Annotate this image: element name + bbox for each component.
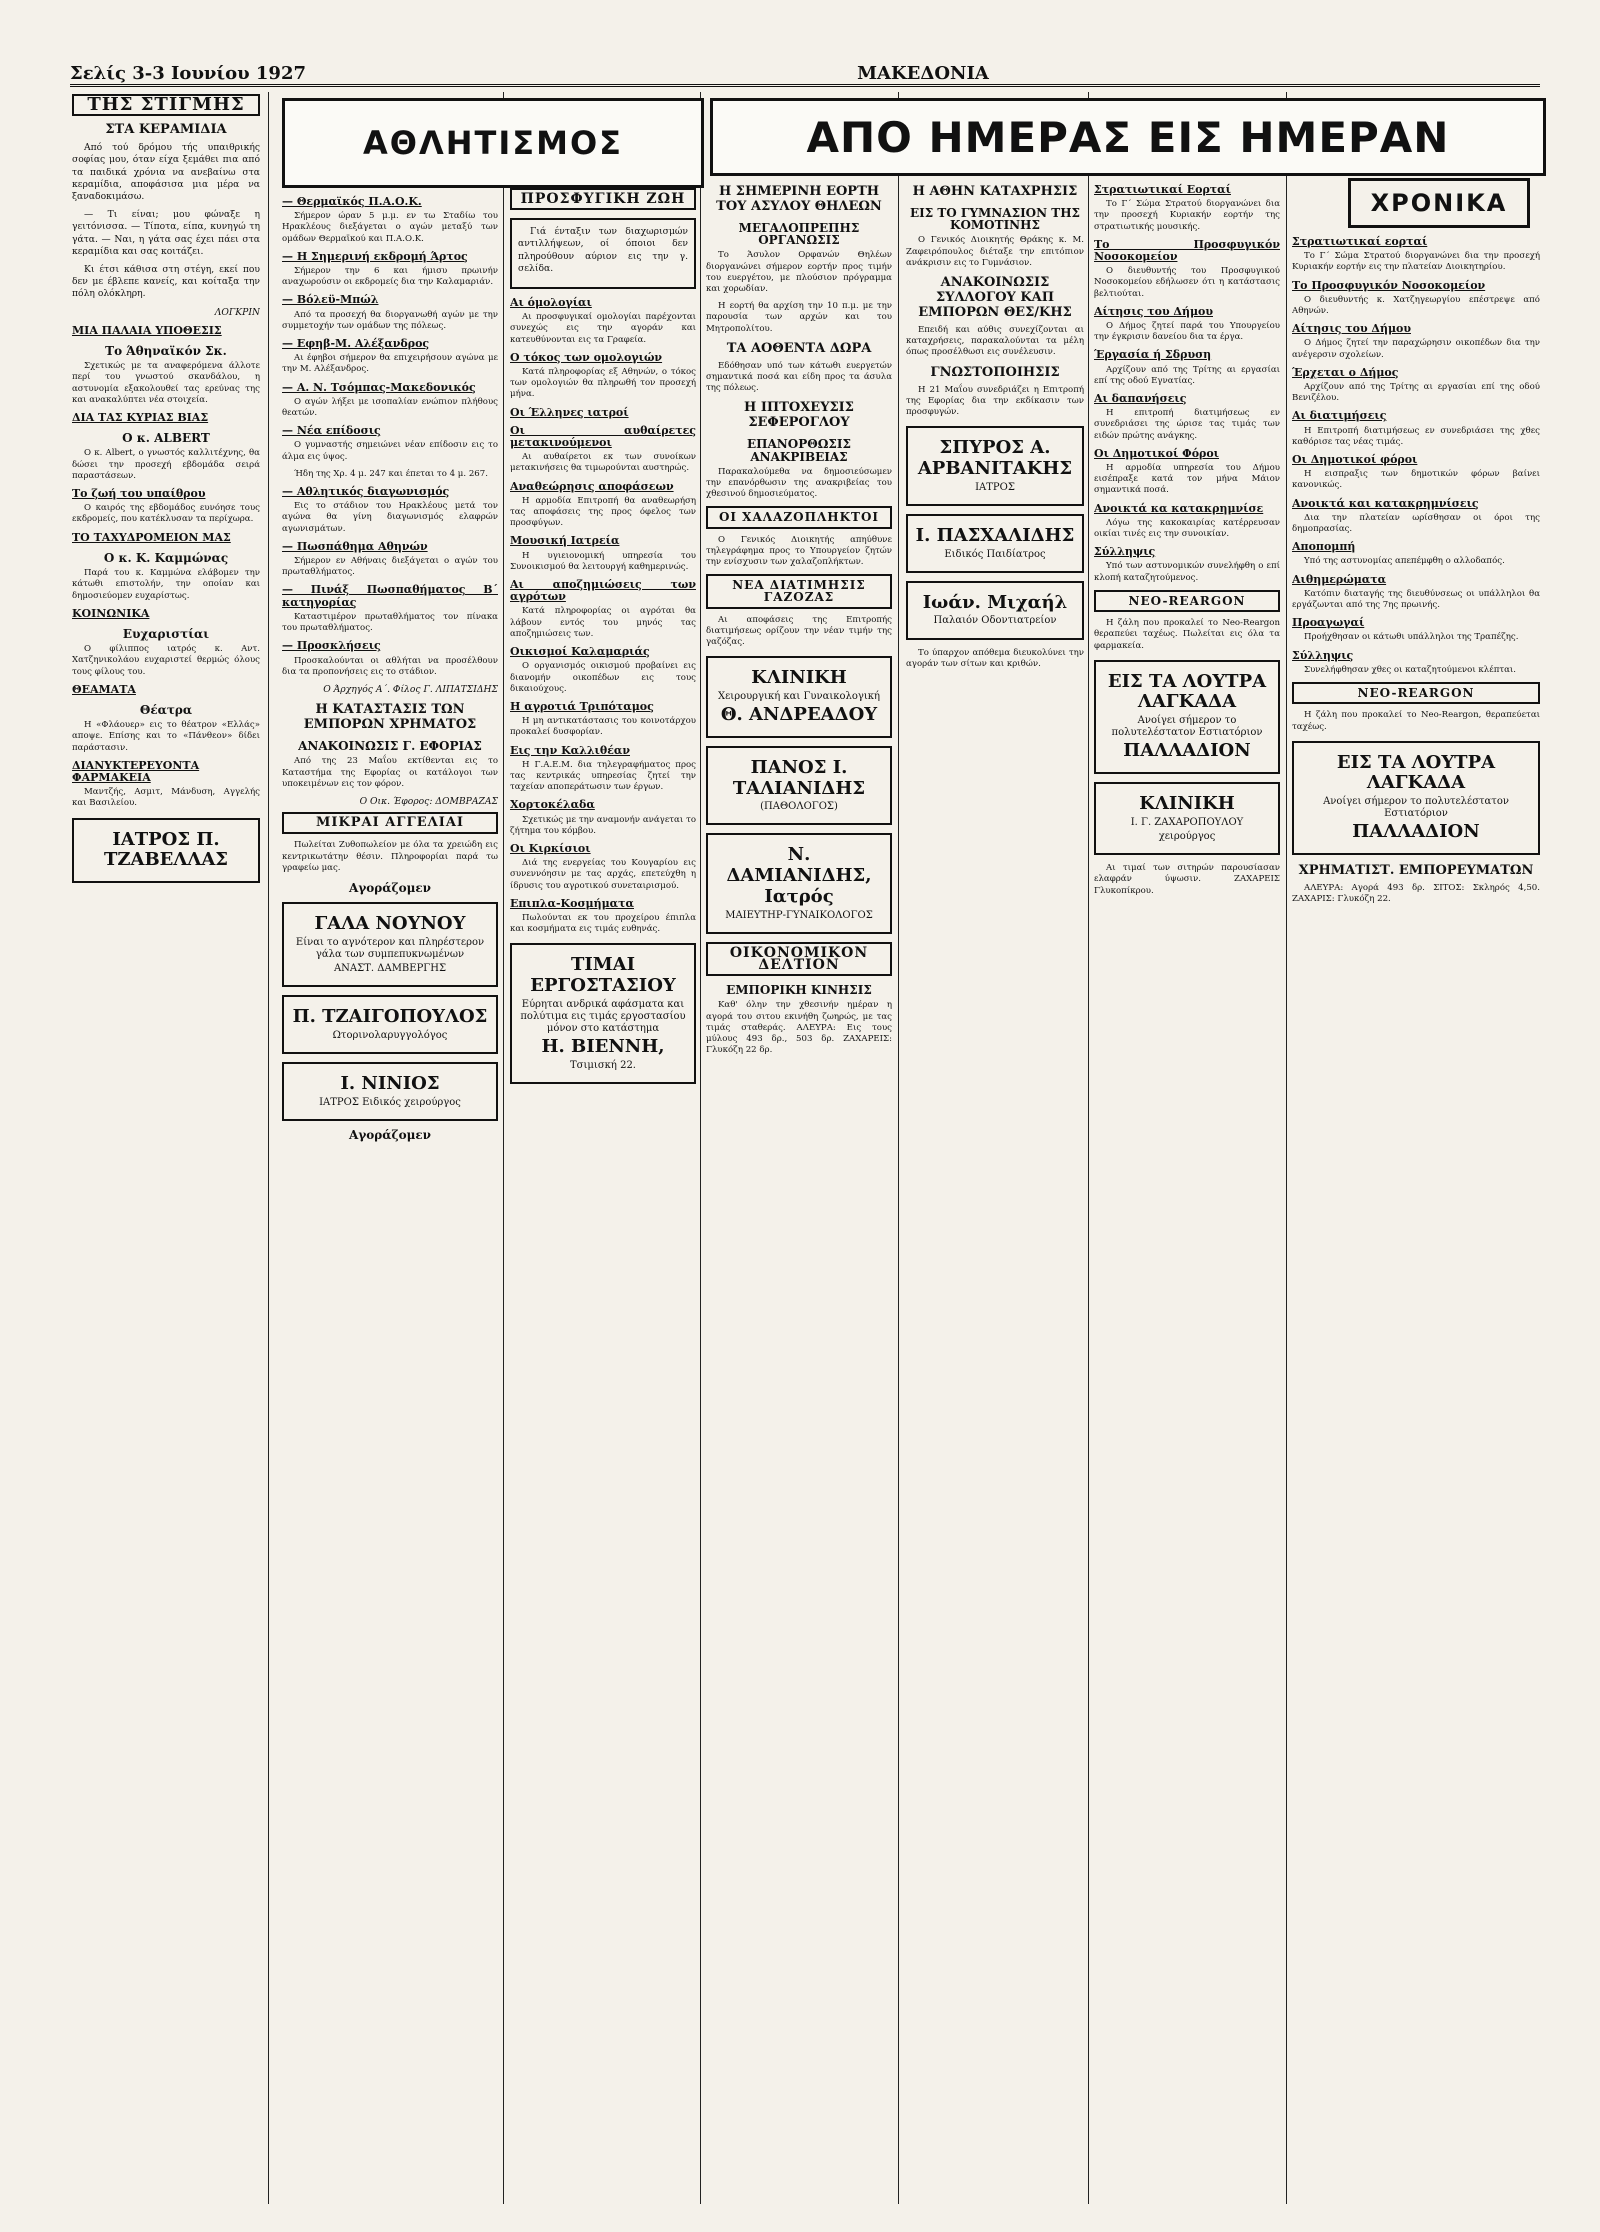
sports-heading-2: — Η Σημερινή εκδρομή Άρτος [282, 249, 468, 263]
col7-heading-8: Αποπομπή [1292, 540, 1356, 554]
refugee-paragraph-2: Κατά πληροφορίας εξ Αθηνών, ο τόκος των ομολογιών θα πληρωθή τον προσεχή μήνα. [510, 367, 696, 400]
col7-heading-10: Προαγωγαί [1292, 616, 1365, 630]
col6-paragraph-8: Υπό των αστυνομικών συνελήφθη ο επί κλοπή καταζητούμενος. [1094, 561, 1280, 583]
sports-paragraph-2: Σήμερον την 6 και ήμισυ πρωινήν αναχωρούσιν οι εκδρομείς δια την Καλαμαριάν. [282, 266, 498, 288]
asylum-subtitle: ΜΕΓΑΛΟΠΡΕΠΗΣ ΟΡΓΑΝΩΣΙΣ [738, 221, 860, 248]
col6-heading-3: Αίτησις του Δήμου [1094, 304, 1213, 318]
col7-baths-title: ΕΙΣ ΤΑ ΛΟΥΤΡΑ ΛΑΓΚΑΔΑ [1336, 751, 1496, 794]
sports-paragraph-5: Ο αγών λήξει με ισοπαλίαν ενώπιον πλήθους θεατών. [282, 396, 498, 419]
col7-paragraph-10: Προήχθησαν οι κάτωθι υπάλληλοι της Τραπέζης. [1304, 632, 1519, 643]
athens-abuse-subtitle: ΕΙΣ ΤΟ ΓΥΜΝΑΣΙΟΝ ΤΗΣ ΚΟΜΟΤΙΝΗΣ [909, 206, 1081, 233]
refugee-quote-frame [510, 218, 696, 289]
zacharopoulos-specialty: χειρούργος [1158, 831, 1216, 843]
col7-heading-3: Αίτησις του Δήμου [1292, 322, 1411, 336]
obstetrician-specialty: ΜΑΙΕΥΤΗΡ-ΓΥΝΑΙΚΟΛΟΓΟΣ [725, 909, 873, 921]
sports-paragraph-7: Ήδη της Χρ. 4 μ. 247 και έπεται το 4 μ. 267. [294, 468, 488, 479]
column-rule-2 [503, 92, 504, 2204]
asylum-paragraph-1: Το Άσυλον Ορφανών Θηλέων διοργανώνει σήμερον εορτήν προς τιμήν του ευεργέτου, με πλούσιον πρόγραμμα και χορωδίαν. [706, 250, 892, 295]
column-1-paragraph-2: — Τι είναι; μου φώναξε η γειτόνισσα. — Τίποτα, είπα, κυνηγώ τη γάτα. — Ναι, η γάτα σας έχει πάει στα κεραμίδια και σας κοιτάζει. [72, 209, 260, 257]
col7-paragraph-5: Η Επιτροπή διατιμήσεως εν συνεδριάσει της χθες καθόρισε τας νέας τιμάς. [1292, 425, 1540, 447]
subheading-athens: Το Άθηναϊκόν Σκ. [105, 344, 227, 359]
commodity-exchange-paragraph: ΑΛΕΥΡΑ: Αγορά 493 δρ. ΣΙΤΟΣ: Σκληρός 4,50. ΖΑΧΑΡΙΣ: Γλυκόζη 22. [1292, 883, 1540, 905]
milk-ad-subtitle: Είναι το αγνότερον και πληρέστερον γάλα των συμπεπυκνωμένων [295, 936, 485, 961]
refugee-heading-11: Χορτοκέλαδα [510, 798, 595, 812]
pathologist-specialty: (ΠΑΘΟΛΟΓΟΣ) [760, 801, 838, 813]
column-1-paragraph-3: Κι έτσι κάθισα στη στέγη, εκεί που δεν με έβλεπε κανείς, και κοίταξα την πόλη ολόκληρη. [72, 264, 260, 300]
col7-paragraph-1: Το Γ΄ Σώμα Στρατού διοργανώνει δια την προσεχή Κυριακήν εορτήν εις την πλατείαν Διοικητηρίου. [1292, 251, 1540, 273]
column-1-paragraph-5: Ο κ. Albert, ο γνωστός καλλιτέχνης, θα δώσει την προσεχή εβδομάδα σειρά παραστάσεων. [72, 448, 260, 481]
column-1-paragraph-10: Μαντζής, Ασμιτ, Μάνδυση, Αγγελής και Βασιλείου. [72, 787, 260, 809]
col7-heading-7: Ανοικτά και κατακρημνίσεις [1292, 496, 1479, 510]
refugee-heading-9: Η αγροτιά Τριπόταμος [510, 699, 654, 713]
zacharopoulos-name: Ι. Γ. ΖΑΧΑΡΟΠΟΥΛΟΥ [1130, 816, 1244, 828]
col6-heading-1: Στρατιωτικαί Εορταί [1094, 183, 1231, 196]
col7-heading-11: Σύλληψις [1292, 648, 1354, 662]
athens-abuse-title: Η ΑΘΗΝ ΚΑΤΑΧΡΗΣΙΣ [912, 184, 1078, 199]
exchange-paragraph: Από της 23 Μαΐου εκτίθενται εις το Καταστήμα της Εφορίας οι κατάλογοι των υποκειμένων εις τον φόρον. [282, 756, 498, 789]
col6-paragraph-9: Η ζάλη που προκαλεί το Neo-Reargon θεραπεύει ταχέως. Πωλείται εις όλα τα φαρμακεία. [1094, 618, 1280, 651]
sports-heading-3: — Βόλεϋ-Μπώλ [282, 293, 379, 307]
refugee-heading-12: Οι Κιρκίσιοι [510, 841, 591, 855]
buy-heading: Αγοράζομεν [349, 880, 431, 895]
obstetrician-name: Ν. ΔΑΜΙΑΝΙΔΗΣ, Ιατρός [726, 844, 872, 907]
refugee-heading-13: Επιπλα-Κοσμήματα [510, 896, 634, 910]
col6-paragraph-6: Η αρμοδία υπηρεσία του Δήμου εισέπραξε κατά τον μήνα Μάιον σημαντικά ποσά. [1094, 463, 1280, 496]
refugee-heading-2: Ο τόκος των ομολογιών [510, 350, 663, 364]
col7-paragraph-4: Αρχίζουν από της Τρίτης αι εργασίαι επί της οδού Βενιζέλου. [1292, 382, 1540, 404]
subheading-kammonas: Ο κ. Κ. Καμμώνας [103, 550, 229, 565]
paschalidis-specialty: Ειδικός Παιδίατρος [944, 548, 1046, 560]
col6-paragraph-1: Το Γ΄ Σώμα Στρατού διοργανώνει δια την προσεχή Κυριακήν εορτήν της στρατιωτικής μουσικής. [1094, 199, 1280, 232]
column-2 [282, 190, 498, 2204]
sports-heading-4: — Εφηβ-Μ. Αλέξανδρος [282, 337, 430, 351]
col7-baths-ad [1292, 741, 1540, 855]
clinic-ad [706, 656, 892, 738]
milk-ad [282, 902, 498, 987]
column-1-paragraph-9: Η «Φλάουερ» εις το θέατρον «Ελλάς» αποψε. Επίσης και το «Πάνθεον» δίδει παράστασιν. [72, 720, 260, 753]
col7-heading-2: Το Προσφυγικόν Νοσοκομείον [1292, 278, 1486, 292]
small-ads-paragraph: Πωλείται Ζυθοπωλείον με όλα τα χρειώδη εις κεντρικωτάτην θέσιν. Πληροφορίαι παρά τω γραφείω μας. [282, 840, 498, 873]
col7-neo-box: NEO-REARGON [1292, 682, 1540, 704]
signature: ΛΟΓΚΡΙΝ [214, 306, 260, 318]
notice-title: ΓΝΩΣΤΟΠΟΙΗΣΙΣ [930, 364, 1060, 380]
paschalidis-name: Ι. ΠΑΣΧΑΛΙΔΗΣ [915, 524, 1075, 546]
moment-box: ΤΗΣ ΣΤΙΓΜΗΣ [72, 94, 260, 116]
col7-heading-1: Στρατιωτικαί εορταί [1292, 235, 1428, 248]
sports-heading-8: — Πωσπάθημα Αθηνών [282, 539, 428, 553]
sports-paragraph-4: Αι έφηβοι σήμερον θα επιχειρήσουν αγώνα με την Μ. Αλέξανδρος. [282, 353, 498, 375]
gifts-paragraph: Εδόθησαν υπό των κάτωθι ευεργετών σημαντικά ποσά και είδη προς τα άσυλα της πόλεως. [706, 360, 892, 394]
sports-heading-1: — Θερμαϊκός Π.Α.Ο.Κ. [282, 195, 422, 208]
ent-doctor-ad [282, 995, 498, 1054]
hail-paragraph: Ο Γενικός Διοικητής απηύθυνε τηλεγράφημα προς το Υπουργείον ζητών την ενίσχυσιν των χαλαζοπλήκτων. [706, 534, 892, 568]
doctor-ad-name: ΙΑΤΡΟΣ Π. ΤΖΑΒΕΛΛΑΣ [103, 828, 229, 871]
col7-paragraph-8: Υπό της αστυνομίας απεπέμφθη ο αλλοδαπός. [1304, 556, 1505, 567]
col6-paragraph-3: Ο Δήμος ζητεί παρά του Υπουργείου την έγκρισιν δανείου δια τα έργα. [1094, 321, 1280, 343]
sports-paragraph-6: Ο γυμναστής σημειώνει νέαν επίδοσιν εις το άλμα εις ύψος. [282, 440, 498, 462]
col7-paragraph-2: Ο διευθυντής κ. Χατζηγεωργίου επέστρεψε από Αθηνών. [1292, 294, 1540, 317]
clinic-ad-title: ΚΛΙΝΙΚΗ [751, 667, 847, 689]
zacharopoulos-clinic-ad [1094, 782, 1280, 855]
column-1 [72, 90, 260, 2204]
arvanitakis-name: ΣΠΥΡΟΣ Α. ΑΡΒΑΝΙΤΑΚΗΣ [917, 437, 1073, 479]
date-line: Σελίς 3-3 Ιουνίου 1927 [70, 63, 306, 84]
col7-heading-4: Έρχεται ο Δήμος [1292, 365, 1399, 379]
refugee-paragraph-7: Ο οργανισμός οικισμού προβαίνει εις διανομήν οικοπέδων εις τους δικαιούχους. [510, 661, 696, 694]
sports-banner: ΑΘΛΗΤΙΣΜΟΣ [282, 98, 704, 188]
exchange-title: Η ΚΑΤΑΣΤΑΣΙΣ ΤΩΝ ΕΜΠΟΡΩΝ ΧΡΗΜΑΤΟΣ [303, 702, 477, 733]
michail-name: Ιωάν. Μιχαήλ [922, 591, 1068, 613]
milk-ad-seller: ΑΝΑΣΤ. ΔΑΜΒΕΡΓΗΣ [333, 963, 447, 975]
col6-heading-6: Οι Δημοτικοί Φόροι [1094, 446, 1220, 460]
refugee-quote: Γιά ένταξιν των διαχωρισμών αντιλλήψεων, οί όποιοι δεν πληρούθουν αύριον εις την γ. σελίδα. [518, 226, 688, 274]
sports-paragraph-10: Καταστιμέρον πρωταθλήματος τον πίνακα του πρωταθλήματος. [282, 611, 498, 634]
commodity-exchange-title: ΧΡΗΜΑΤΙΣΤ. ΕΜΠΟΡΕΥΜΑΤΩΝ [1298, 863, 1534, 879]
notice-paragraph: Η 21 Μαΐου συνεδριάζει η Επιτροπή της Εφορίας δια την εκδίκασιν των προσφυγών. [906, 384, 1084, 418]
baths-ad-title: ΕΙΣ ΤΑ ΛΟΥΤΡΑ ΛΑΓΚΑΔΑ [1107, 670, 1267, 713]
refugee-heading-5: Αναθεώρησις αποφάσεων [510, 479, 674, 493]
merchant-union-title: ΑΝΑΚΟΙΝΩΣΙΣ ΣΥΛΛΟΓΟΥ ΚΑΠ ΕΜΠΟΡΩΝ ΘΕΣ/ΚΗΣ [918, 275, 1072, 321]
col6-paragraph-4: Αρχίζουν από της Τρίτης αι εργασίαι επί της οδού Εγνατίας. [1094, 364, 1280, 386]
column-rule-1 [268, 92, 269, 2204]
michail-specialty: Παλαιόν Οδοντιατρείον [933, 615, 1057, 627]
col7-paragraph-12: Η ζάλη που προκαλεί το Neo-Reargon, θεραπεύεται ταχέως. [1292, 710, 1540, 732]
column-1-title: ΣΤΑ ΚΕΡΑΜΙΔΙΑ [105, 122, 227, 138]
col6-paragraph-10: Αι τιμαί των σιτηρών παρουσίασαν ελαφράν ύψωσιν. ΖΑΧΑΡΕΙΣ Γλυκοπίκρου. [1094, 863, 1280, 896]
asylum-paragraph-2: Η εορτή θα αρχίση την 10 π.μ. με την παρουσία των αρχών και του Μητροπολίτου. [706, 301, 892, 334]
subheading-theatres: Θέατρα [139, 702, 193, 717]
refugee-paragraph-1: Αι προσφυγικαί ομολογίαι παρέχονται συνεχώς εις την αγοράν και κατευθύνονται εις τα Γραφεία. [510, 312, 696, 345]
heading-ladies: ΔΙΑ ΤΑΣ ΚΥΡΙΑΣ ΒΙΑΣ [72, 411, 209, 425]
sports-signature: Ο Άρχηγός Α΄. Φίλος Γ. ΛΙΠΑΤΣΙΔΗΣ [323, 683, 498, 695]
column-1-paragraph-6: Ο καιρός της εβδομάδος ευνόησε τους εκδρομείς, που κατέκλυσαν τα περίχωρα. [72, 503, 260, 525]
heading-social: ΚΟΙΝΩΝΙΚΑ [72, 606, 150, 620]
column-3 [510, 184, 696, 2204]
economic-bulletin-box: ΟΙΚΟΝΟΜΙΚΟΝ ΔΕΛΤΙΟΝ [706, 942, 892, 976]
sports-heading-10: — Προσκλήσεις [282, 639, 381, 653]
refugee-paragraph-8: Η μη αντικατάστασις του κοινοτάρχου προκαλεί δυσφορίαν. [510, 716, 696, 738]
neo-reargon-box: NEO-REARGON [1094, 590, 1280, 612]
column-1-paragraph-1: Από τού δρόμου τής υπαιθρικής σοφίας μου, όταν είχα ξεμάθει πια από τα παιδικά χρόνια να ανεβαίνω στα κεραμίδια, αποφάσισα μια μέρα να ξαναδοκιμάσω. [72, 142, 260, 203]
column-4 [706, 178, 892, 2204]
ent-doctor-name: Π. ΤΖΑΙΓΟΠΟΥΛΟΣ [292, 1006, 488, 1028]
soda-paragraph: Αι αποφάσεις της Επιτροπής διατιμήσεως ορίζουν την νέαν τιμήν της γαζόζας. [706, 614, 892, 648]
col6-heading-7: Ανοικτά κα κατακρημνίσε [1094, 501, 1264, 515]
clinic-ad-doctor: Θ. ΑΝΔΡΕΑΔΟΥ [720, 704, 878, 726]
refugee-paragraph-4: Η αρμοδία Επιτροπή θα αναθεωρήση τας αποφάσεις της προς όφελος των προσφύγων. [510, 495, 696, 529]
pathologist-ad [706, 746, 892, 826]
refugee-paragraph-3: Αι αυθαίρετοι εκ των συνοίκων μετακινήσεις θα τιμωρούνται αυστηρώς. [510, 452, 696, 474]
col6-paragraph-5: Η επιτροπή διατιμήσεως εν συνεδριάσει της ώρισε τας τιμάς των ειδών πρώτης ανάγκης. [1094, 408, 1280, 441]
baths-ad [1094, 660, 1280, 774]
refugee-paragraph-11: Διά της ενεργείας του Κουγαρίου εις συνεννόησιν με τας αρχάς, επετεύχθη η ίδρυσις του αγροτικού συνεταιρισμού. [510, 858, 696, 891]
col7-palladion: ΠΑΛΛΑΔΙΟΝ [1352, 821, 1480, 843]
refugee-heading-4: Οι αυθαίρετες μετακινούμενοι [510, 423, 696, 450]
column-rule-4 [898, 92, 899, 2204]
subheading-albert: Ο κ. ALBERT [122, 431, 210, 446]
heading-mail: ΤΟ ΤΑΧΥΔΡΟΜΕΙΟΝ ΜΑΣ [72, 530, 231, 544]
col7-baths-subtitle: Ανοίγει σήμερον το πολυτελέστατον Εστιατόριον [1323, 796, 1509, 820]
refugee-paragraph-5: Η υγιειονομική υπηρεσία του Συνοικισμού θα λειτουργή καθημερινώς. [510, 550, 696, 572]
sports-paragraph-3: Από τα προσεχή θα διοργανωθή αγών με την συμμετοχήν των ομάδων της πόλεως. [282, 309, 498, 331]
doctor-ad [72, 818, 260, 883]
refugee-life-box: ΠΡΟΣΦΥΓΙΚΗ ΖΩΗ [510, 188, 696, 210]
paschalidis-ad [906, 514, 1084, 573]
refugee-paragraph-12: Πωλούνται εκ του προχείρου έπιπλα και κοσμήματα εις τιμάς ευθηνάς. [510, 912, 696, 935]
column-rule-6 [1286, 92, 1287, 2204]
commercial-movement-heading: ΕΜΠΟΡΙΚΗ ΚΙΝΗΣΙΣ [726, 983, 872, 998]
heading-outdoor: Το ζωή του υπαίθρου [72, 487, 206, 501]
arvanitakis-specialty: ΙΑΤΡΟΣ [975, 481, 1015, 493]
sports-paragraph-9: Σήμερον εν Αθήναις διεξάγεται ο αγών του πρωταθλήματος. [282, 556, 498, 578]
small-ads-box: ΜΙΚΡΑΙ ΑΓΓΕΛΙΑΙ [282, 812, 498, 834]
column-1-paragraph-4: Σχετικώς με τα αναφερόμενα άλλοτε περί του γνωστού σκανδάλου, η αστυνομία εξακολουθεί τας ερεύνας της και ανακαλύπτει νέα στοιχεία. [72, 361, 260, 405]
col7-paragraph-9: Κατόπιν διαταγής της διευθύνσεως οι υπάλληλοι θα εργάζωνται από της 7ης πρωινής. [1292, 588, 1540, 611]
athens-abuse-paragraph: Ο Γενικός Διοικητής Θράκης κ. Μ. Ζαφειρόπουλος διέταξε την επιτόπιον ανάκρισιν εις το Γυμνάσιον. [906, 235, 1084, 268]
column-rule-5 [1088, 92, 1089, 2204]
col7-heading-9: Αιθημερώματα [1292, 572, 1387, 586]
clinic-ad-subtitle: Χειρουργική και Γυναικολογική [717, 690, 881, 702]
subheading-thanks: Ευχαριστίαι [122, 626, 210, 641]
asylum-title: Η ΣΗΜΕΡΙΝΗ ΕΟΡΤΗ ΤΟΥ ΑΣΥΛΟΥ ΘΗΛΕΩΝ [716, 184, 882, 214]
surgeon-name: Ι. ΝΙΝΙΟΣ [340, 1073, 440, 1095]
heading-theatre: ΘΕΑΜΑΤΑ [72, 682, 136, 696]
pathologist-name: ΠΑΝΟΣ Ι. ΤΑΛΙΑΝΙΔΗΣ [732, 756, 866, 799]
col7-paragraph-7: Δια την πλατείαν ωρίσθησαν οι όροι της δημοπρασίας. [1292, 512, 1540, 535]
col6-heading-5: Αι δαπανήσεις [1094, 392, 1187, 406]
column-rule-3 [700, 92, 701, 2204]
exchange-signature: Ο Οικ. Έφορος: ΔΟΜΒΡΑΖΑΣ [359, 795, 498, 807]
factory-prices-title: ΤΙΜΑΙ ΕΡΓΟΣΤΑΣΙΟΥ [530, 954, 676, 997]
column-7 [1292, 230, 1540, 2204]
column-5 [906, 178, 1084, 2204]
merchant-union-paragraph: Επειδή και αύθις συνεχίζονται αι καταχρήσεις, παρακαλούνται τα μέλη όπως προσέλθωσι εις συνέλευσιν. [906, 325, 1084, 358]
sports-paragraph-8: Εις το στάδιον του Ηρακλέους μετά τον αγώνα θα γίνη διαγωνισμός ελαφρών αγωνισμάτων. [282, 501, 498, 534]
refugee-heading-10: Εις την Καλλιθέαν [510, 743, 630, 757]
refugee-heading-6: Μουσική Ιατρεία [510, 534, 620, 548]
col6-heading-8: Σύλληψις [1094, 545, 1156, 559]
sports-heading-7: — Αθλητικός διαγωνισμός [282, 485, 450, 499]
store-address: Τσιμισκή 22. [570, 1060, 636, 1072]
heading-old-case: ΜΙΑ ΠΑΛΑΙΑ ΥΠΟΘΕΣΙΣ [72, 323, 222, 337]
day-banner: ΑΠΟ ΗΜΕΡΑΣ ΕΙΣ ΗΜΕΡΑΝ [710, 98, 1546, 176]
factory-prices-ad [510, 943, 696, 1084]
sports-heading-6: — Νέα επίδοσις [282, 424, 381, 438]
obstetrician-ad [706, 833, 892, 933]
refugee-heading-3: Οι Έλληνες ιατροί [510, 405, 629, 419]
sports-heading-9: — Πινάξ Πωσπαθήματος Β΄ κατηγορίας [282, 583, 498, 609]
column-1-paragraph-7: Παρά του κ. Καμμώνα ελάβομεν την κάτωθι επιστολήν, την οποίαν και δημοσιεύομεν ευχαρίστως. [72, 568, 260, 601]
arvanitakis-ad [906, 426, 1084, 506]
sports-paragraph-1: Σήμερον ώραν 5 μ.μ. εν τω Σταδίω του Ηρακλέους διεξάγεται ο αγών μεταξύ των ομάδων Θερμαϊκού και Π.Α.Ο.Κ. [282, 211, 498, 244]
chronicles-banner: ΧΡΟΝΙΚΑ [1348, 178, 1530, 228]
col6-paragraph-2: Ο διευθυντής του Προσφυγικού Νοσοκομείου εδήλωσεν ότι η κατάστασις βελτιούται. [1094, 266, 1280, 299]
refugee-heading-8: Οικισμοί Καλαμαριάς [510, 645, 650, 659]
seferoglou-title: Η ΙΠΤΟΧΕΥΣΙΣ ΣΕΦΕΡΟΓΛΟΥ [744, 400, 854, 431]
heading-pharmacies: ΔΙΑΝΥΚΤΕΡΕΥΟΝΤΑ ΦΑΡΜΑΚΕΙΑ [72, 758, 200, 784]
sports-heading-5: — Α. Ν. Τσόμπας-Μακεδονικός [282, 380, 476, 394]
michail-ad [906, 581, 1084, 640]
gifts-title: ΤΑ ΑΟΘΕΝΤΑ ΔΩΡΑ [726, 340, 872, 356]
col7-paragraph-6: Η εισπραξις των δημοτικών φόρων βαίνει κανονικώς. [1292, 469, 1540, 491]
surgeon-specialty: ΙΑΤΡΟΣ Ειδικός χειρούργος [319, 1097, 461, 1109]
refugee-heading-1: Αι όμολογίαι [510, 296, 592, 310]
milk-ad-title: ΓΑΛΑ ΝΟΥΝΟΥ [314, 913, 466, 935]
ent-doctor-specialty: Ωτορινολαρυγγολόγος [332, 1030, 448, 1042]
surgeon-ad [282, 1062, 498, 1121]
hail-box: ΟΙ ΧΑΛΑΖΟΠΛΗΚΤΟΙ [706, 506, 892, 528]
masthead [70, 56, 1540, 87]
refugee-heading-7: Αι αποζημιώσεις των αγρότων [510, 578, 696, 604]
vienna-store: Η. ΒΙΕΝΝΗ, [541, 1036, 665, 1058]
col7-paragraph-3: Ο Δήμος ζητεί την παραχώρησιν οικοπέδων δια την ανέγερσιν σχολείων. [1292, 338, 1540, 360]
economic-paragraph: Καθ' όλην την χθεσινήν ημέραν η αγορά του σιτου εκινήθη ζωηρώς, με τας τιμάς σταθεράς. ΑΛΕΥΡΑ: Εις τους μύλους 493 δρ., 503 δρ. ΖΑΧΑΡΕΙΣ: Γλυκόζη 22 δρ. [706, 1000, 892, 1056]
refugee-paragraph-9: Η Γ.Α.Ε.Μ. δια τηλεγραφήματος προς τας κεντρικάς υπηρεσίας ζητεί την ταχείαν αποπεράτωσιν των έργων. [510, 759, 696, 793]
soda-box: ΝΕΑ ΔΙΑΤΙΜΗΣΙΣ ΓΑΖΟΖΑΣ [706, 574, 892, 608]
col7-heading-5: Αι διατιμήσεις [1292, 409, 1387, 423]
col6-paragraph-7: Λόγω της κακοκαιρίας κατέρρευσαν οικίαι τινές εις την συνοικίαν. [1094, 517, 1280, 540]
sports-paragraph-11: Προσκαλούνται οι αθλήται να προσέλθουν δια τα προπονήσεις εις το στάδιον. [282, 655, 498, 677]
refugee-paragraph-10: Σχετικώς με την αναμονήν ανάγεται το ζήτημα του κόμβου. [510, 814, 696, 836]
col7-heading-6: Οι Δημοτικοί φόροι [1292, 453, 1418, 467]
col7-paragraph-11: Συνελήφθησαν χθες οι καταζητούμενοι κλέπται. [1304, 664, 1516, 675]
exchange-subtitle: ΑΝΑΚΟΙΝΩΣΙΣ Γ. ΕΦΟΡΙΑΣ [298, 739, 482, 754]
factory-prices-subtitle: Εύρηται ανδρικά αφάσματα και πολύτιμα εις τιμάς εργοστασίου μόνον στο κατάστημα [520, 998, 686, 1035]
seferoglou-paragraph: Παρακαλούμεθα να δημοσιεύσωμεν την επανόρθωσιν της ανακριβείας του χθεσινού δημοσιεύματος. [706, 466, 892, 500]
baths-ad-subtitle: Ανοίγει σήμερον το πολυτελέστατον Εστιατόριον [1111, 715, 1263, 739]
refugee-paragraph-6: Κατά πληροφορίας οι αγρόται θα λάβουν εντός του μηνός τας αποζημιώσεις των. [510, 606, 696, 639]
col6-heading-2: Το Προσφυγικόν Νοσοκομείον [1094, 237, 1280, 264]
column-5-closing-paragraph: Το ύπαρχον απόθεμα διευκολύνει την αγοράν των σίτων και κριθών. [906, 647, 1084, 669]
paper-name: ΜΑΚΕΔΟΝΙΑ [857, 63, 989, 84]
zacharopoulos-clinic-title: ΚΛΙΝΙΚΗ [1139, 793, 1235, 815]
buy-heading-2: Αγοράζομεν [349, 1128, 431, 1143]
column-6 [1094, 178, 1280, 2204]
column-1-paragraph-8: Ο φίλιππος ιατρός κ. Αντ. Χατζηνικολάου ευχαριστεί θερμώς όλους τους φίλους του. [72, 644, 260, 677]
palladion-name: ΠΑΛΛΑΔΙΟΝ [1123, 740, 1251, 762]
col6-heading-4: Έργασία ή Σδρυση [1094, 348, 1212, 362]
seferoglou-subtitle: ΕΠΑΝΟΡΘΩΣΙΣ ΑΝΑΚΡΙΒΕΙΑΣ [747, 437, 851, 464]
